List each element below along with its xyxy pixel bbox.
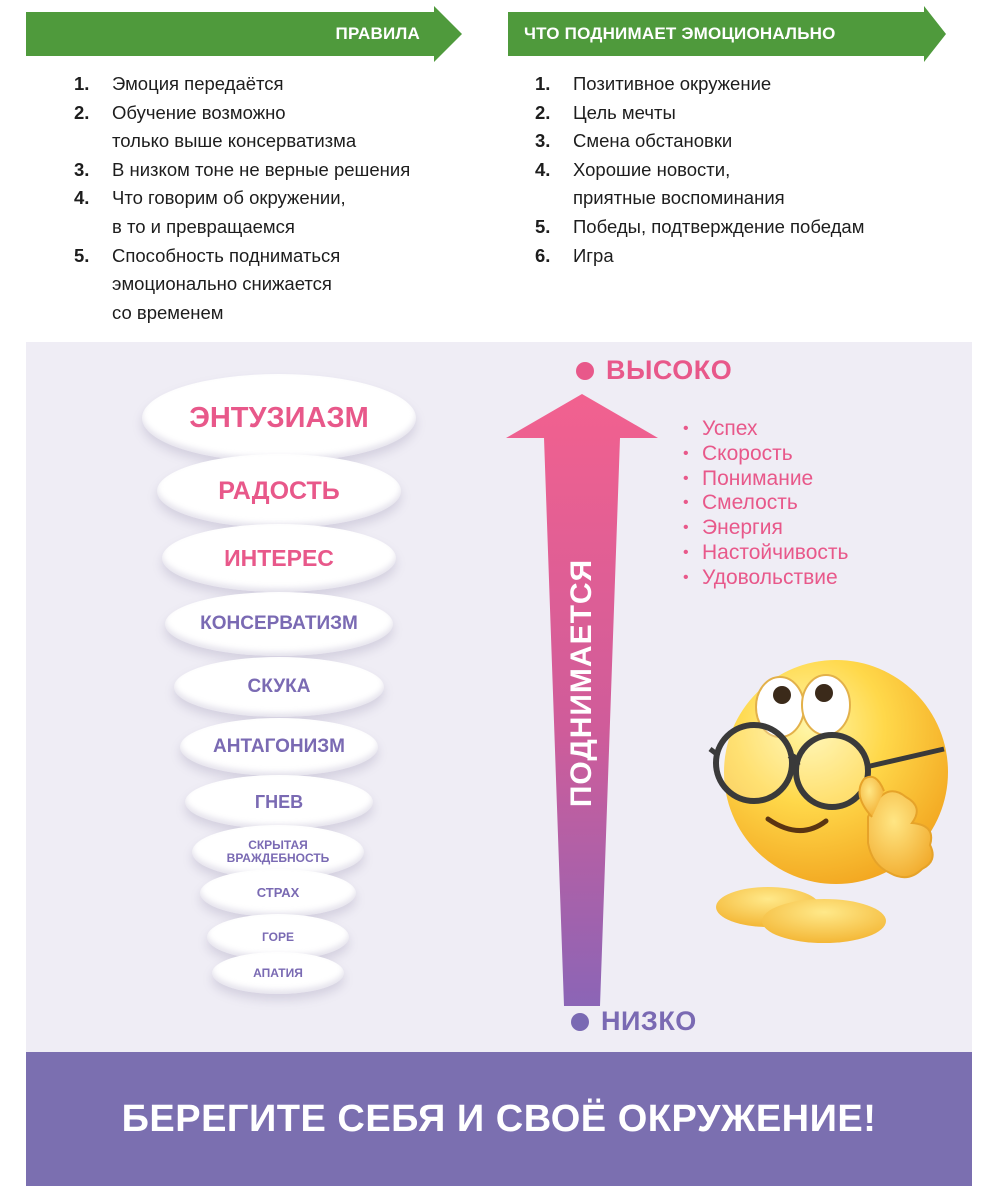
rules-item-number: 4.	[74, 187, 90, 209]
emotion-level-label: СКРЫТАЯ ВРАЖДЕБНОСТЬ	[226, 838, 330, 865]
lift-item-text: Игра	[573, 244, 614, 266]
quality-item: • Удовольствие	[683, 566, 848, 591]
emotional-scale-panel	[26, 342, 972, 1054]
lift-item-text: Цель мечты	[573, 101, 676, 123]
lift-item-number: 4.	[535, 158, 551, 180]
lift-item-number: 3.	[535, 130, 551, 152]
footer-slogan: БЕРЕГИТЕ СЕБЯ И СВОЁ ОКРУЖЕНИЕ!	[121, 1097, 877, 1140]
emotion-level-label: СТРАХ	[256, 885, 300, 901]
quality-item: • Успех	[683, 417, 848, 442]
emotion-level	[174, 657, 384, 717]
lift-list-item	[535, 213, 965, 242]
low-marker	[571, 1006, 697, 1037]
emotion-level	[162, 524, 396, 592]
emotion-level	[142, 374, 416, 462]
low-label: НИЗКО	[601, 1006, 697, 1036]
arrow-label-wrap	[507, 538, 657, 828]
rules-list-item	[74, 156, 494, 185]
rules-item-text: Способность подниматься эмоционально снижается со временем	[112, 244, 341, 323]
quality-item: • Скорость	[683, 442, 848, 467]
lift-item-number: 2.	[535, 101, 551, 123]
emotion-level	[200, 869, 356, 917]
lift-item-number: 5.	[535, 215, 551, 237]
emotion-level	[212, 952, 344, 994]
thinking-emoji-with-glasses-icon	[676, 647, 966, 947]
lift-item-text: Смена обстановки	[573, 130, 733, 152]
quality-item: • Смелость	[683, 491, 848, 516]
lift-list-item	[535, 127, 965, 156]
lift-list-item	[535, 156, 965, 213]
lift-list-item	[535, 242, 965, 271]
emotion-level-label: АПАТИЯ	[253, 965, 303, 980]
lift-item-text: Победы, подтверждение победам	[573, 215, 865, 237]
quality-item: • Настойчивость	[683, 541, 848, 566]
rules-list-item	[74, 184, 494, 241]
footer-banner	[26, 1052, 972, 1186]
high-marker	[576, 355, 732, 386]
lift-title: ЧТО ПОДНИМАЕТ ЭМОЦИОНАЛЬНО	[524, 24, 836, 43]
rules-list-item	[74, 242, 494, 328]
lift-list-item	[535, 99, 965, 128]
rules-title: ПРАВИЛА	[335, 24, 420, 43]
rules-item-number: 1.	[74, 73, 90, 94]
high-dot-icon	[576, 362, 594, 380]
emotion-level-label: СКУКА	[247, 676, 311, 698]
rules-item-number: 5.	[74, 244, 90, 266]
rules-item-text: Эмоция передаётся	[112, 73, 284, 94]
emotion-level-label: ГОРЕ	[262, 929, 294, 944]
emotion-level-label: ЭНТУЗИАЗМ	[189, 401, 369, 434]
emotion-level-label: АНТАГОНИЗМ	[213, 736, 345, 758]
lift-list-item	[535, 70, 965, 99]
quality-item: • Понимание	[683, 467, 848, 492]
low-dot-icon	[571, 1013, 589, 1031]
emotion-level-label: ГНЕВ	[254, 791, 304, 812]
lift-item-number: 1.	[535, 73, 551, 94]
arrow-label: ПОДНИМАЕТСЯ	[565, 558, 599, 808]
rules-list	[74, 70, 494, 327]
emotion-level-label: КОНСЕРВАТИЗМ	[200, 613, 358, 635]
rules-list-item	[74, 70, 494, 99]
rules-item-text: В низком тоне не верные решения	[112, 158, 411, 180]
emotion-level	[180, 718, 378, 776]
rules-item-number: 3.	[74, 158, 90, 180]
lift-item-number: 6.	[535, 244, 551, 266]
high-label: ВЫСОКО	[606, 355, 733, 385]
lift-list	[535, 70, 965, 270]
emotion-level	[157, 454, 401, 528]
rules-item-text: Обучение возможно только выше консерватизма	[112, 101, 357, 152]
emotion-level-label: ИНТЕРЕС	[224, 544, 334, 571]
rules-item-number: 2.	[74, 101, 90, 123]
lift-item-text: Позитивное окружение	[573, 73, 772, 94]
emotion-level	[165, 592, 393, 656]
quality-item: • Энергия	[683, 516, 848, 541]
lift-banner	[508, 6, 946, 62]
qualities-list	[683, 417, 848, 591]
rules-item-text: Что говорим об окружении, в то и превращаемся	[112, 187, 346, 237]
emotion-level-label: РАДОСТЬ	[218, 476, 340, 505]
lift-item-text: Хорошие новости, приятные воспоминания	[573, 158, 785, 209]
rules-banner	[26, 6, 462, 62]
rules-list-item	[74, 99, 494, 156]
emotion-level	[185, 775, 373, 829]
